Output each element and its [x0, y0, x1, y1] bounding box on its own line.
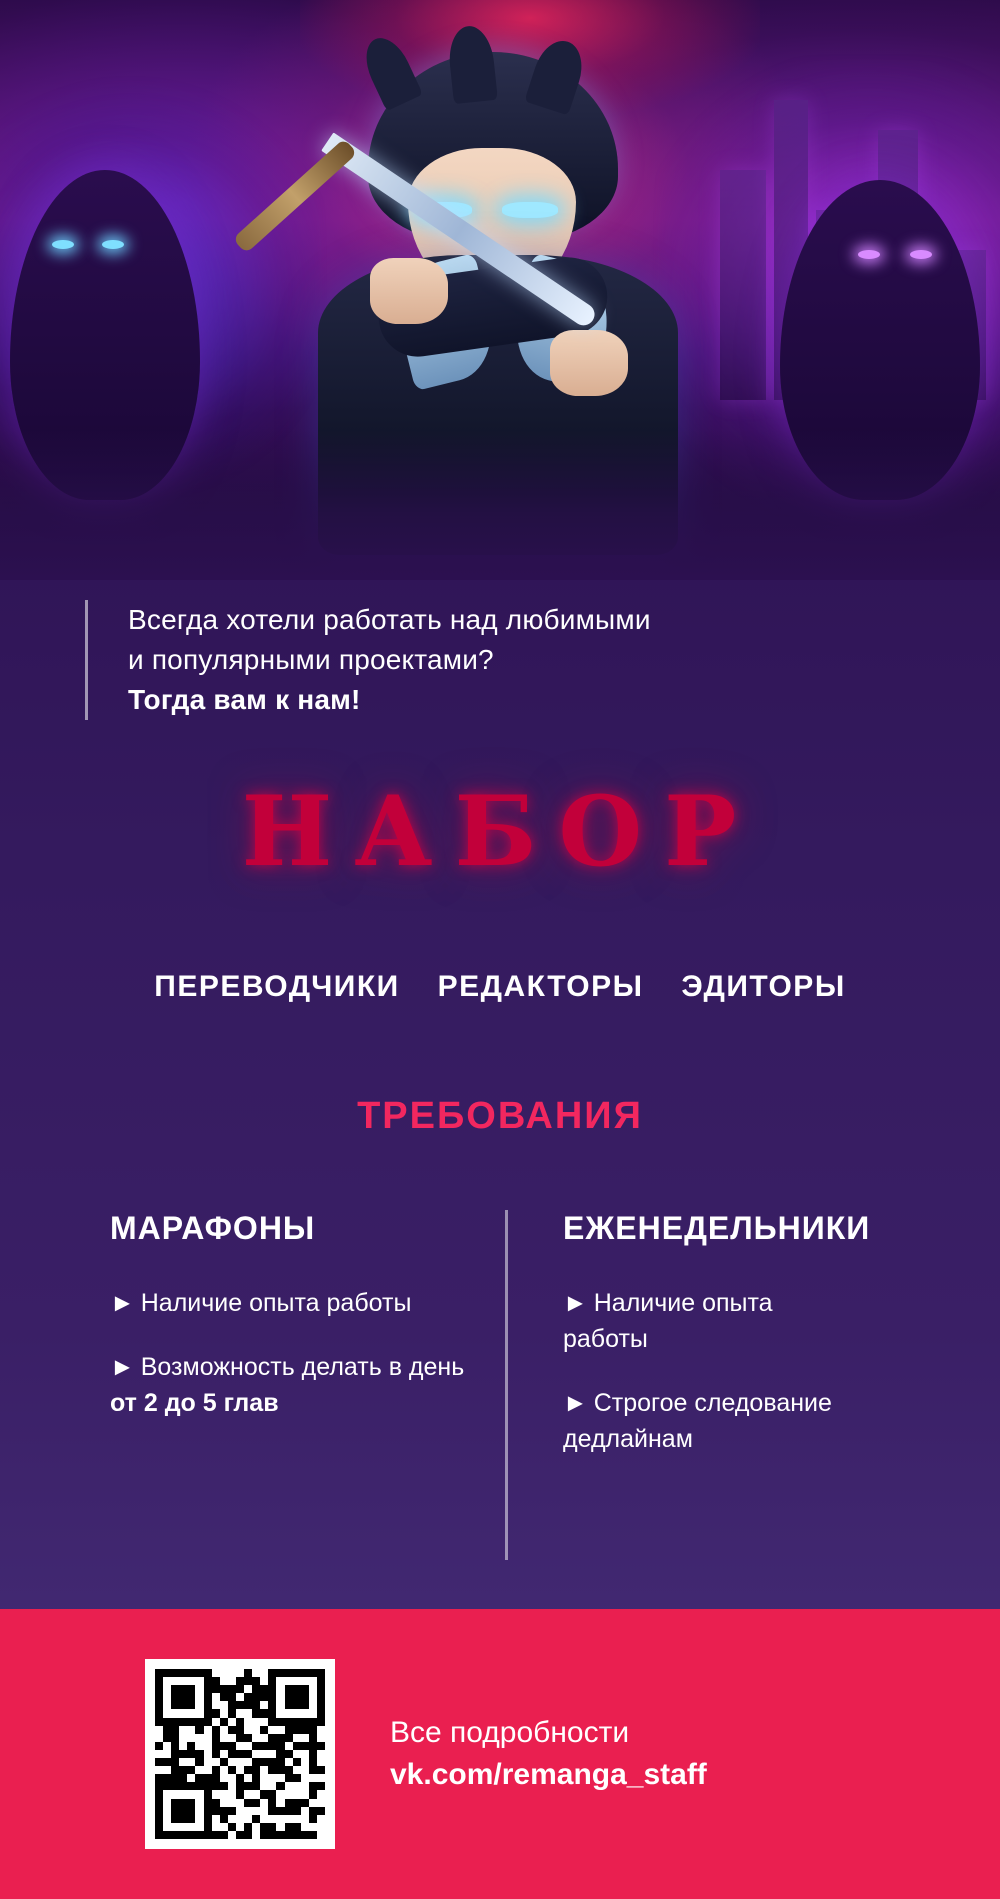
role-translators: ПЕРЕВОДЧИКИ: [154, 970, 400, 1003]
roles-list: [0, 970, 1000, 1004]
footer-bar: [0, 1609, 1000, 1899]
footer-details-label: Все подробности: [390, 1716, 630, 1749]
column-marathons: [110, 1210, 505, 1560]
role-typesetters: ЭДИТОРЫ: [681, 970, 846, 1003]
intro-block: [85, 600, 915, 720]
list-item-text: Наличие опыта работы: [140, 1289, 412, 1317]
hero-artwork: [0, 0, 1000, 580]
column-weeklies: [505, 1210, 900, 1560]
list-item: [563, 1385, 860, 1457]
list-item-text: Наличие опыта работы: [563, 1289, 773, 1353]
role-editors: РЕДАКТОРЫ: [437, 970, 644, 1003]
requirements-title: ТРЕБОВАНИЯ: [357, 1095, 643, 1137]
intro-line-3: Тогда вам к нам!: [128, 684, 361, 715]
requirements-columns: [110, 1210, 900, 1560]
page-title: НАБОР: [241, 775, 759, 888]
hero-gradient-fade: [0, 430, 1000, 580]
list-item-emphasis: от 2 до 5 глав: [110, 1389, 279, 1417]
footer-text-block: [390, 1712, 707, 1796]
list-item-text: Строгое следование дедлайнам: [563, 1389, 832, 1453]
bullet-arrow-icon: ►: [110, 1353, 135, 1381]
intro-line-2: и популярными проектами?: [128, 644, 494, 675]
qr-code-pattern: [155, 1669, 325, 1839]
intro-line-1: Всегда хотели работать над любимыми: [128, 604, 651, 635]
column-weeklies-title: ЕЖЕНЕДЕЛЬНИКИ: [563, 1210, 871, 1246]
bullet-arrow-icon: ►: [563, 1289, 588, 1317]
qr-code[interactable]: [145, 1659, 335, 1849]
footer-link[interactable]: vk.com/remanga_staff: [390, 1758, 707, 1791]
column-marathons-title: МАРАФОНЫ: [110, 1210, 316, 1246]
bullet-arrow-icon: ►: [110, 1289, 135, 1317]
list-item: [110, 1349, 465, 1421]
list-item-text: Возможность делать в день: [140, 1353, 465, 1381]
list-item: [563, 1285, 860, 1357]
bullet-arrow-icon: ►: [563, 1389, 588, 1417]
list-item: [110, 1285, 465, 1321]
